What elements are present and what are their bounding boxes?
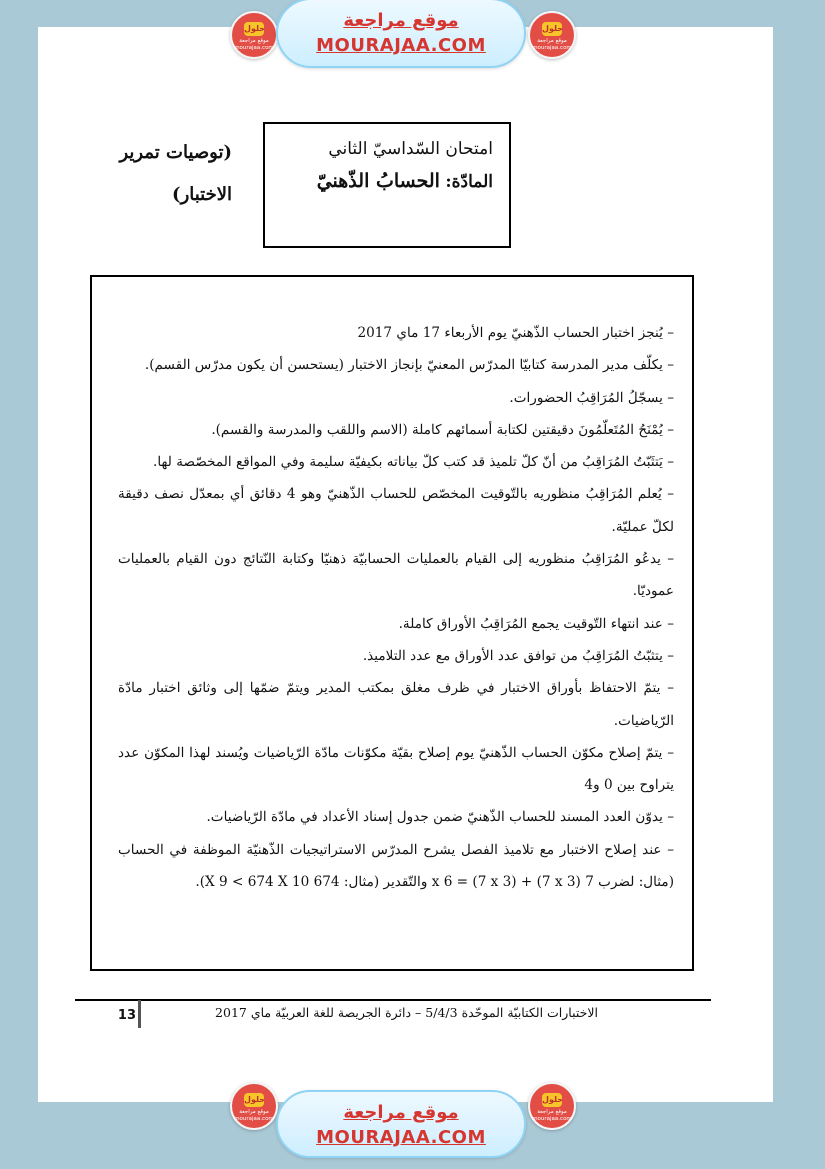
page-number: 13 <box>117 1008 136 1023</box>
logo-badge: حلول <box>244 22 264 36</box>
instruction-item: – عند انتهاء التّوقيت يجمع المُرَاقِبُ الأوراق كاملة. <box>398 615 674 632</box>
logo-text-en: mourajaa.com <box>234 45 274 51</box>
exam-title: امتحان السّداسيّ الثاني <box>328 139 493 159</box>
site-logo-icon[interactable] <box>230 1082 278 1130</box>
footer-vertical-bar <box>138 1000 141 1028</box>
site-domain-link[interactable]: MOURAJAA.COM <box>316 35 486 56</box>
site-logo-icon[interactable] <box>230 11 278 59</box>
logo-text-en: mourajaa.com <box>532 1116 572 1122</box>
logo-text-ar: موقع مراجعة <box>537 38 567 44</box>
instruction-item: – يُعلم المُرَاقِبُ منظوريه بالتّوقيت المخصّص للحساب الذّهنيّ وهو 4 دقائق أي بمعدّل نصف دقيقة لكلّ عمليّة. <box>118 486 674 535</box>
instruction-item: – يتثبّتُ المُرَاقِبُ من توافق عدد الأوراق مع عدد التلاميذ. <box>362 647 674 664</box>
instruction-item: – يدعُو المُرَاقِبُ منظوريه إلى القيام بالعمليات الحسابيّة ذهنيّا وكتابة النّتائج دون القيام بالعمليات عموديّا. <box>118 551 674 600</box>
instruction-item: – يسجّلُ المُرَاقِبُ الحضورات. <box>509 389 674 406</box>
logo-badge: حلول <box>244 1093 264 1107</box>
logo-text-en: mourajaa.com <box>532 45 572 51</box>
site-banner-top[interactable] <box>276 0 526 68</box>
subject-value: الحسابُ الذّهنيّ <box>316 170 440 192</box>
recommendations-title: (توصيات تمرير الاختبار) <box>119 142 232 205</box>
instruction-item: – يدوّن العدد المسند للحساب الذّهنيّ ضمن جدول إسناد الأعداد في مادّة الرّياضيات. <box>206 809 674 826</box>
instruction-item: – يَتثَبّتُ المُرَاقِبُ من أنّ كلّ تلميذ قد كتب كلّ بياناته بكيفيّة سليمة وفي المواقع المخصّصة لها. <box>153 454 674 471</box>
instructions-list <box>118 317 674 898</box>
instruction-item: – عند إصلاح الاختبار مع تلاميذ الفصل يشرح المدرّس الاستراتيجيات الذّهنيّة الموظفة في الحساب (مثال: لضرب 7 x 6 = (7 x 3) + (7 x 3) والتّقدير (مثال: 674 X 9 < 674 X 10). <box>118 841 674 891</box>
site-banner-bottom[interactable] <box>276 1090 526 1158</box>
instruction-item: – يكلّف مدير المدرسة كتابيّا المدرّس المعنيّ بإنجاز الاختبار (يستحسن أن يكون مدرّس القسم). <box>144 357 674 374</box>
site-domain-link[interactable]: MOURAJAA.COM <box>316 1127 486 1148</box>
instruction-item: – يُنجز اختبار الحساب الذّهنيّ يوم الأربعاء 17 ماي 2017 <box>357 325 674 341</box>
site-logo-icon[interactable] <box>528 1082 576 1130</box>
logo-text-ar: موقع مراجعة <box>239 38 269 44</box>
logo-text-ar: موقع مراجعة <box>537 1109 567 1115</box>
exam-header-box <box>263 122 511 248</box>
footer-text: الاختبارات الكتابيّة الموحّدة 5/4/3 – دائرة الجريصة للغة العربيّة ماي 2017 <box>215 1005 598 1020</box>
logo-text-ar: موقع مراجعة <box>239 1109 269 1115</box>
logo-text-en: mourajaa.com <box>234 1116 274 1122</box>
logo-badge: حلول <box>542 1093 562 1107</box>
site-name-arabic[interactable]: موقع مراجعة <box>343 10 459 31</box>
instructions-box <box>90 275 694 971</box>
instruction-item: – يتمّ إصلاح مكوّن الحساب الذّهنيّ يوم إصلاح بقيّة مكوّنات مادّة الرّياضيات ويُسند لهذا المكوّن عدد يتراوح بين 0 و4 <box>118 744 674 794</box>
site-name-arabic[interactable]: موقع مراجعة <box>343 1102 459 1123</box>
exam-subject <box>265 164 493 199</box>
footer-divider <box>75 999 711 1001</box>
logo-badge: حلول <box>542 22 562 36</box>
instruction-item: – يتمّ الاحتفاظ بأوراق الاختبار في ظرف مغلق بمكتب المدير ويتمّ ضمّها إلى وثائق اختبار مادّة الرّياضيات. <box>118 680 674 729</box>
subject-label: المادّة: <box>445 172 493 192</box>
site-logo-icon[interactable] <box>528 11 576 59</box>
instruction-item: – يُمْنَحُ المُتَعلّمُونَ دقيقتين لكتابة أسمائهم كاملة (الاسم واللقب والمدرسة والقسم). <box>211 421 674 438</box>
